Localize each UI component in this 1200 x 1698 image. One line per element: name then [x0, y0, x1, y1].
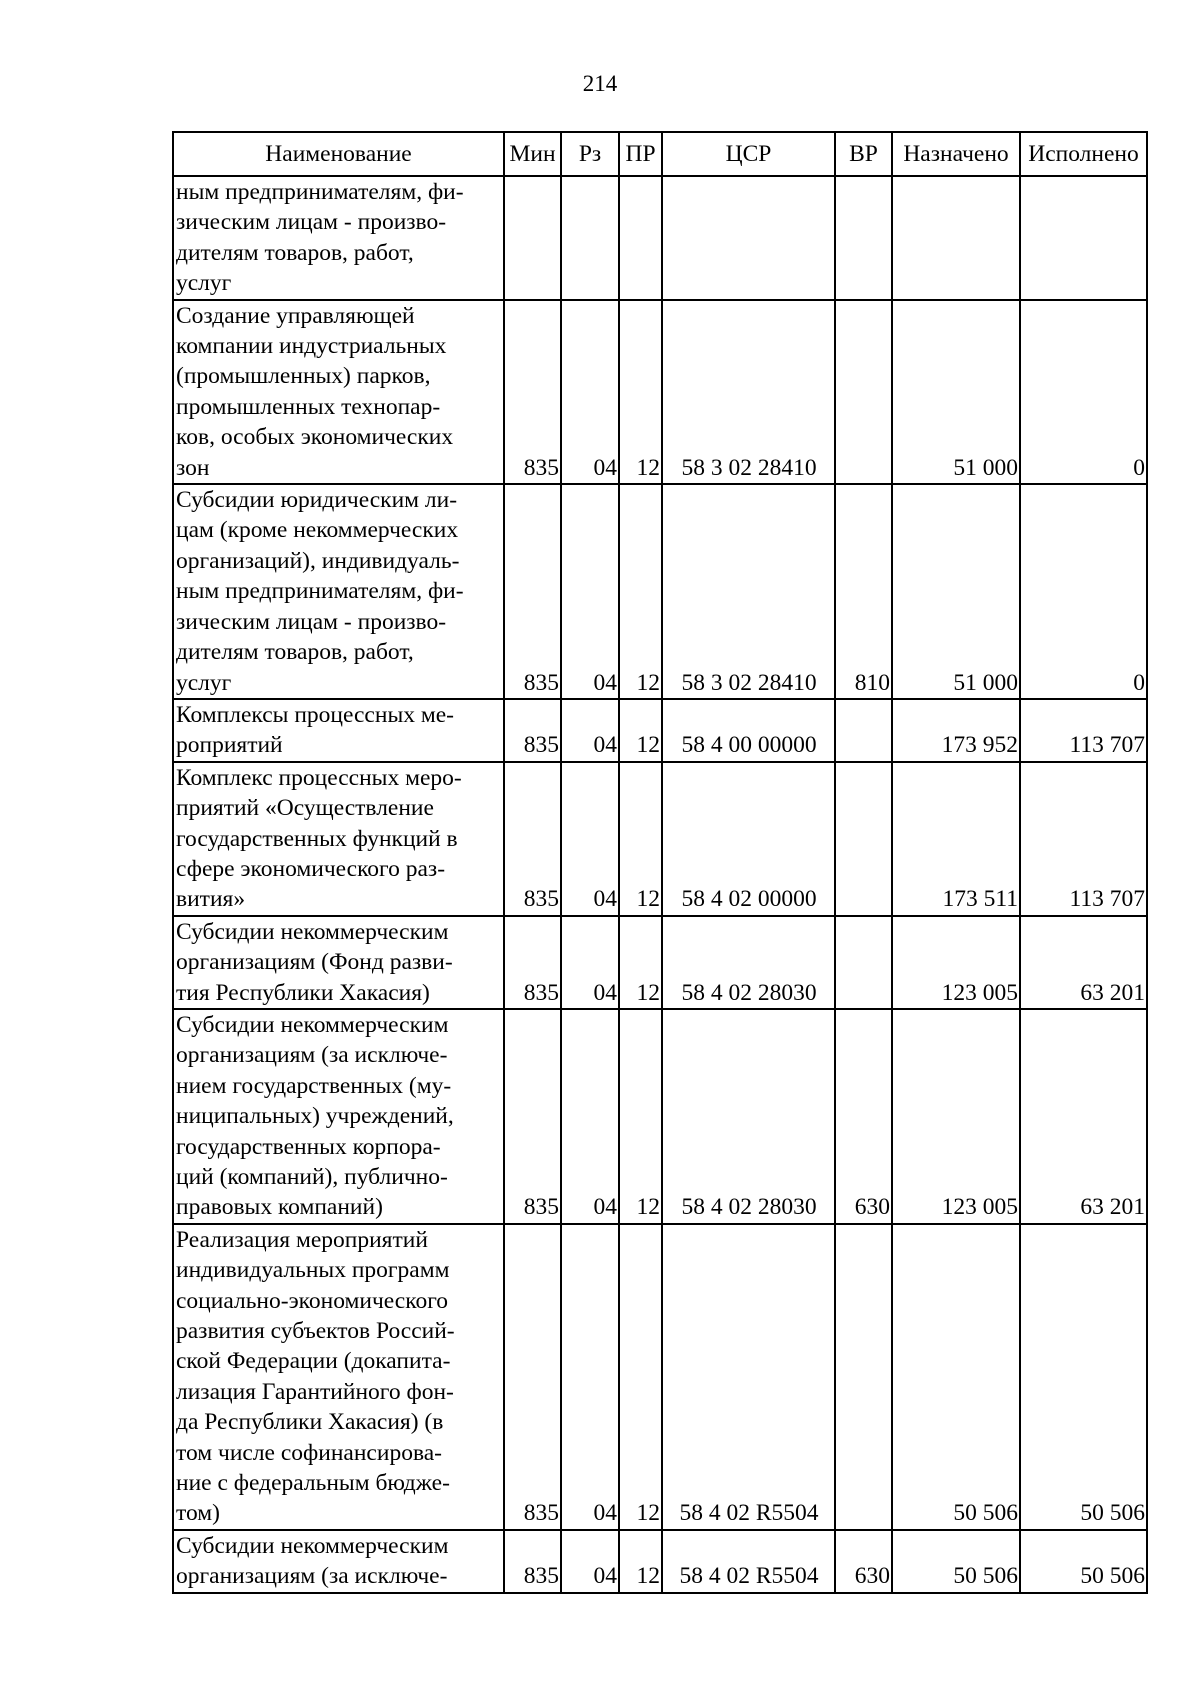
cell-rz: 04 — [561, 916, 619, 1009]
cell-pr — [619, 176, 662, 300]
cell-name-line: зическим лицам - произво- — [176, 608, 447, 635]
cell-name — [173, 916, 504, 1009]
cell-name-line: услуг — [176, 270, 232, 297]
cell-executed: 113 707 — [1020, 762, 1147, 916]
cell-executed: 113 707 — [1020, 699, 1147, 762]
cell-name-line: ным предпринимателям, фи- — [176, 179, 464, 205]
cell-executed: 0 — [1020, 300, 1147, 484]
cell-name-line: компании индустриальных — [176, 333, 447, 360]
cell-rz: 04 — [561, 1530, 619, 1593]
cell-name-line: нием государственных (му- — [176, 1072, 452, 1099]
cell-name-line: лизация Гарантийного фон- — [176, 1378, 454, 1405]
cell-csr: 58 4 00 00000 — [662, 699, 835, 762]
cell-executed: 63 201 — [1020, 1009, 1147, 1224]
cell-name-line: промышленных технопар- — [176, 393, 441, 420]
cell-executed — [1020, 176, 1147, 300]
cell-min: 835 — [504, 916, 561, 1009]
cell-vr — [835, 176, 892, 300]
table-row — [173, 484, 1147, 699]
cell-csr: 58 4 02 28030 — [662, 1009, 835, 1224]
header-csr: ЦСР — [662, 132, 835, 176]
header-name: Наименование — [173, 132, 504, 176]
cell-csr: 58 4 02 R5504 — [662, 1224, 835, 1530]
cell-executed: 50 506 — [1020, 1530, 1147, 1593]
cell-name-line: цам (кроме некоммерческих — [176, 517, 459, 544]
cell-pr: 12 — [619, 1009, 662, 1224]
cell-name-line: зон — [176, 454, 210, 481]
cell-name — [173, 1530, 504, 1593]
cell-pr: 12 — [619, 1224, 662, 1530]
cell-name-line: индивидуальных программ — [176, 1257, 450, 1284]
cell-name-line: Создание управляющей — [176, 302, 415, 329]
cell-csr: 58 4 02 R5504 — [662, 1530, 835, 1593]
cell-assigned: 123 005 — [892, 1009, 1020, 1224]
cell-name-line: организациям (за исключе- — [176, 1563, 448, 1590]
cell-executed: 63 201 — [1020, 916, 1147, 1009]
cell-name-line: зическим лицам - произво- — [176, 209, 447, 236]
cell-name-line: государственных корпора- — [176, 1133, 441, 1160]
cell-name-line: Реализация мероприятий — [176, 1226, 428, 1253]
cell-name — [173, 1009, 504, 1224]
cell-name — [173, 484, 504, 699]
cell-name-line: сфере экономического раз- — [176, 855, 446, 882]
header-min: Мин — [504, 132, 561, 176]
table-row — [173, 916, 1147, 1009]
cell-name-line: том) — [176, 1500, 220, 1527]
header-row — [173, 132, 1147, 176]
cell-name-line: Субсидии некоммерческим — [176, 1011, 449, 1038]
cell-pr: 12 — [619, 1530, 662, 1593]
cell-name — [173, 176, 504, 300]
cell-name-line: ской Федерации (докапита- — [176, 1348, 451, 1375]
cell-name-line: социально-экономического — [176, 1287, 448, 1314]
table-row — [173, 176, 1147, 300]
cell-name-line: ниципальных) учреждений, — [176, 1103, 454, 1130]
cell-name-line: организациям (Фонд разви- — [176, 949, 453, 976]
table-row — [173, 1530, 1147, 1593]
cell-name-line: тия Республики Хакасия) — [176, 979, 430, 1006]
cell-name-line: Субсидии юридическим ли- — [176, 487, 458, 514]
cell-name — [173, 1224, 504, 1530]
page-number: 214 — [582, 71, 618, 96]
cell-rz: 04 — [561, 1009, 619, 1224]
cell-name-line: вития» — [176, 886, 246, 913]
cell-pr: 12 — [619, 699, 662, 762]
cell-min: 835 — [504, 300, 561, 484]
cell-csr: 58 4 02 28030 — [662, 916, 835, 1009]
cell-vr — [835, 1224, 892, 1530]
cell-assigned: 50 506 — [892, 1224, 1020, 1530]
cell-name-line: правовых компаний) — [176, 1194, 383, 1221]
cell-name-line: дителям товаров, работ, — [176, 239, 414, 266]
table-row — [173, 762, 1147, 916]
cell-name-line: ние с федеральным бюдже- — [176, 1470, 450, 1497]
cell-rz: 04 — [561, 762, 619, 916]
cell-min: 835 — [504, 699, 561, 762]
cell-vr — [835, 916, 892, 1009]
budget-table — [172, 131, 1148, 1594]
cell-name-line: организаций), индивидуаль- — [176, 547, 460, 574]
cell-name-line: Субсидии некоммерческим — [176, 918, 449, 945]
table-row — [173, 1009, 1147, 1224]
cell-name-line: услуг — [176, 669, 232, 696]
cell-vr: 810 — [835, 484, 892, 699]
cell-assigned: 51 000 — [892, 300, 1020, 484]
cell-csr: 58 3 02 28410 — [662, 300, 835, 484]
cell-assigned: 51 000 — [892, 484, 1020, 699]
cell-name-line: ций (компаний), публично- — [176, 1164, 448, 1190]
cell-pr: 12 — [619, 916, 662, 1009]
cell-name-line: том числе софинансирова- — [176, 1439, 442, 1466]
cell-name-line: государственных функций в — [176, 825, 458, 852]
cell-name-line: ков, особых экономических — [176, 424, 454, 451]
cell-executed: 50 506 — [1020, 1224, 1147, 1530]
table-row — [173, 699, 1147, 762]
cell-name-line: организациям (за исключе- — [176, 1042, 448, 1069]
cell-vr — [835, 300, 892, 484]
cell-name-line: приятий «Осуществление — [176, 795, 434, 822]
cell-assigned: 123 005 — [892, 916, 1020, 1009]
cell-rz — [561, 176, 619, 300]
cell-name-line: ным предпринимателям, фи- — [176, 578, 464, 605]
table-body — [173, 176, 1147, 1593]
cell-rz: 04 — [561, 484, 619, 699]
cell-pr: 12 — [619, 300, 662, 484]
table-row — [173, 1224, 1147, 1530]
cell-vr — [835, 699, 892, 762]
cell-name-line: да Республики Хакасия) (в — [176, 1409, 444, 1436]
cell-min: 835 — [504, 1530, 561, 1593]
header-executed: Исполнено — [1020, 132, 1147, 176]
cell-min: 835 — [504, 1224, 561, 1530]
cell-name — [173, 762, 504, 916]
cell-name-line: роприятий — [176, 732, 283, 759]
cell-rz: 04 — [561, 699, 619, 762]
header-rz: Рз — [561, 132, 619, 176]
cell-csr — [662, 176, 835, 300]
cell-csr: 58 4 02 00000 — [662, 762, 835, 916]
cell-assigned: 173 511 — [892, 762, 1020, 916]
cell-assigned: 50 506 — [892, 1530, 1020, 1593]
cell-vr: 630 — [835, 1009, 892, 1224]
cell-pr: 12 — [619, 762, 662, 916]
cell-name-line: (промышленных) парков, — [176, 363, 431, 390]
cell-min: 835 — [504, 1009, 561, 1224]
header-assigned: Назначено — [892, 132, 1020, 176]
cell-name-line: дителям товаров, работ, — [176, 639, 414, 666]
cell-assigned: 173 952 — [892, 699, 1020, 762]
cell-vr: 630 — [835, 1530, 892, 1593]
cell-csr: 58 3 02 28410 — [662, 484, 835, 699]
cell-name — [173, 300, 504, 484]
cell-vr — [835, 762, 892, 916]
cell-name-line: развития субъектов Россий- — [176, 1318, 455, 1345]
cell-name-line: Субсидии некоммерческим — [176, 1532, 449, 1559]
cell-min — [504, 176, 561, 300]
cell-name-line: Комплексы процессных ме- — [176, 701, 454, 728]
header-vr: ВР — [835, 132, 892, 176]
cell-rz: 04 — [561, 300, 619, 484]
cell-name — [173, 699, 504, 762]
cell-min: 835 — [504, 762, 561, 916]
cell-min: 835 — [504, 484, 561, 699]
cell-pr: 12 — [619, 484, 662, 699]
cell-executed: 0 — [1020, 484, 1147, 699]
header-pr: ПР — [619, 132, 662, 176]
cell-name-line: Комплекс процессных меро- — [176, 764, 462, 791]
cell-assigned — [892, 176, 1020, 300]
table-row — [173, 300, 1147, 484]
cell-rz: 04 — [561, 1224, 619, 1530]
